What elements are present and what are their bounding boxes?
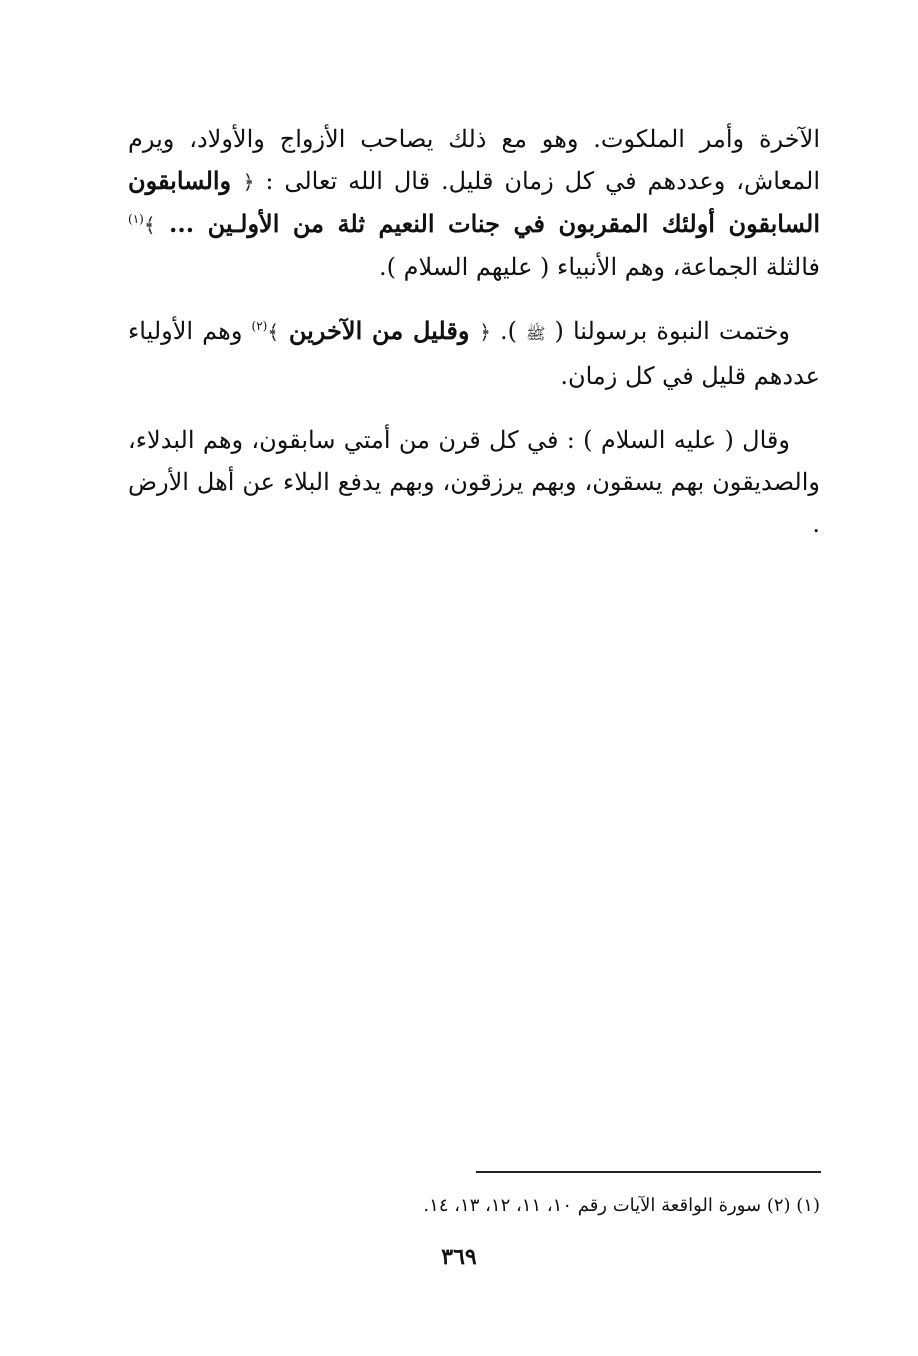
text-segment: ). [490,317,527,345]
paragraph-2 [128,310,820,397]
text-segment: وختمت النبوة برسولنا ( [545,317,791,345]
ornate-bracket-close-icon: ﴾ [143,213,156,237]
quran-verse: والسابقون السابقون أولئك المقربون في جنات النعيم ثلة من الأولـين ... [128,166,820,238]
text-segment: وقال ( عليه السلام ) : في كل قرن من أمتي سابقون، وهم البدلاء، والصديقون بهم يسقون، وبهم يرزقون، وبهم يدفع البلاء عن أهل الأرض . [128,426,821,538]
text-segment: الآخرة وأمر الملكوت. وهو مع ذلك يصاحب الأزواج والأولاد، ويرم المعاش، وعددهم في كل زمان قليل. قال الله تعالى : [128,125,820,195]
ornate-bracket-close-icon: ﴾ [267,320,280,344]
paragraph-1 [128,118,820,288]
page-number: ٣٦٩ [441,1244,477,1270]
salutation-ligature-icon: ﷺ [526,324,546,343]
footnote-reference: (١) [128,212,144,226]
footnote-divider [476,1171,821,1173]
paragraph-3 [128,419,820,545]
footnote-reference: (٢) [251,319,268,333]
quran-verse: وقليل من الآخرين [279,316,480,345]
body-text [128,118,820,567]
ornate-bracket-open-icon: ﴿ [479,320,491,344]
footnote: (١) (٢) سورة الواقعة الآيات رقم ١٠، ١١، ١٢، ١٣، ١٤. [423,1195,820,1216]
text-segment: فالثلة الجماعة، وهم الأنبياء ( عليهم السلام ). [379,253,820,281]
ornate-bracket-open-icon: ﴿ [242,170,255,194]
text-segment: وهم الأولياء عددهم قليل في كل زمان. [128,317,820,390]
